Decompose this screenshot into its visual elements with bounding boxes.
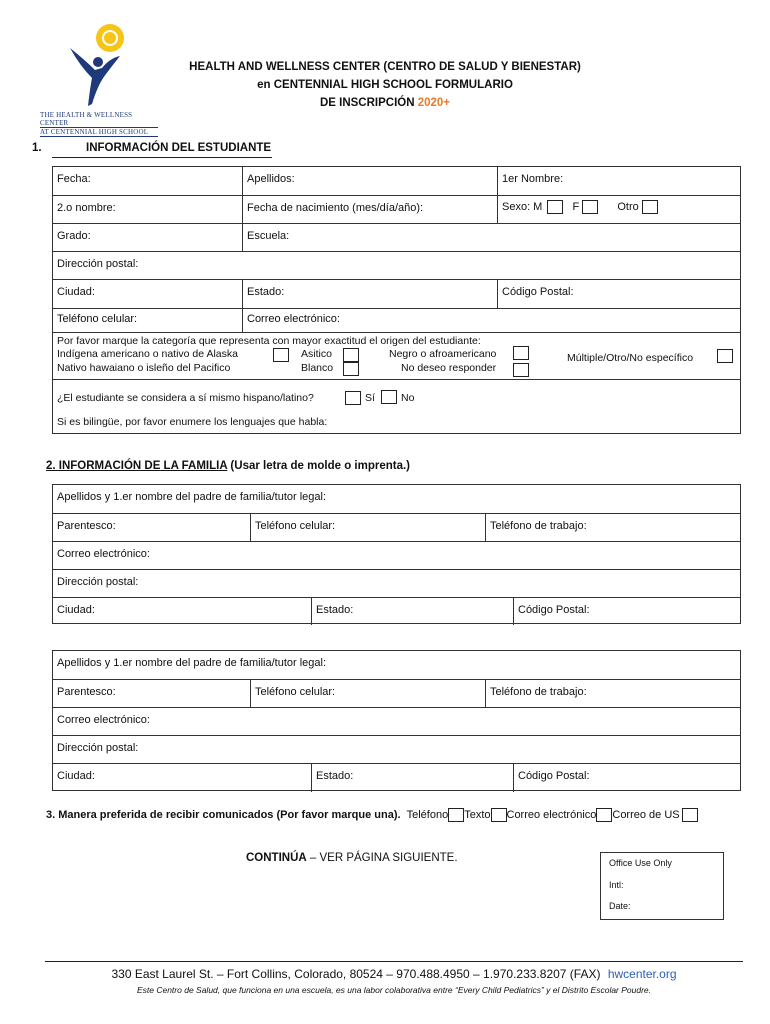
logo-line-1: THE HEALTH & WELLNESS CENTER <box>40 111 158 128</box>
padre2-apellidos-label: Apellidos y 1.er nombre del padre de familia/tutor legal: <box>57 657 327 669</box>
fecha-nacimiento-field[interactable] <box>242 196 497 223</box>
table-row <box>53 542 740 570</box>
sexo-label: Sexo: M <box>502 200 543 213</box>
padre1-parentesco-field[interactable] <box>53 514 250 541</box>
family-table-1 <box>52 484 741 624</box>
ciudad-label: Ciudad: <box>57 286 95 298</box>
grado-label: Grado: <box>57 230 91 242</box>
table-row <box>53 736 740 764</box>
race-no-deseo-checkbox[interactable] <box>513 363 529 377</box>
ciudad-field[interactable] <box>53 280 242 308</box>
padre2-correo-label: Correo electrónico: <box>57 714 150 726</box>
fecha-field[interactable] <box>53 167 242 195</box>
opt-texto-checkbox[interactable] <box>491 808 507 822</box>
padre1-correo-label: Correo electrónico: <box>57 548 150 560</box>
padre2-codigo-postal-field[interactable] <box>513 764 740 792</box>
sexo-m-checkbox[interactable] <box>547 200 563 214</box>
family-table-2 <box>52 650 741 791</box>
race-nativo-label: Nativo hawaiano o isleño del Pacifico <box>57 362 231 374</box>
section2-title-rest: (Usar letra de molde o imprenta.) <box>227 460 410 472</box>
section1-title: INFORMACIÓN DEL ESTUDIANTE <box>86 142 272 154</box>
hispano-no-checkbox[interactable] <box>381 390 397 404</box>
title-line-3-prefix: DE INSCRIPCIÓN <box>319 97 418 109</box>
sexo-f-label: F <box>572 200 580 213</box>
telefono-celular-label: Teléfono celular: <box>57 313 138 325</box>
continua-rest: – VER PÁGINA SIGUIENTE. <box>306 852 458 864</box>
codigo-postal-label: Código Postal: <box>502 286 574 298</box>
title-line-1: HEALTH AND WELLNESS CENTER (CENTRO DE SALUD Y BIENESTAR) <box>189 61 581 73</box>
race-no-deseo-label: No deseo responder <box>401 362 497 374</box>
padre2-telefono-trabajo-field[interactable] <box>485 680 740 707</box>
padre2-estado-label: Estado: <box>316 770 354 782</box>
primer-nombre-label: 1er Nombre: <box>502 173 564 185</box>
table-row <box>53 252 740 280</box>
opt-correo-label: Correo electrónico <box>506 808 597 821</box>
padre1-apellidos-field[interactable] <box>53 485 740 513</box>
padre1-ciudad-field[interactable] <box>53 598 311 625</box>
office-date: Date: <box>609 901 631 911</box>
opt-telefono-label: Teléfono <box>406 808 449 821</box>
office-use-box <box>600 852 724 920</box>
opt-texto-label: Texto <box>464 808 491 821</box>
table-row <box>53 196 740 224</box>
race-multiple-label: Múltiple/Otro/No específico <box>567 352 694 364</box>
grado-field[interactable] <box>53 224 242 251</box>
race-row <box>53 333 740 380</box>
direccion-field[interactable] <box>53 252 740 279</box>
table-row <box>53 651 740 680</box>
estado-field[interactable] <box>242 280 497 308</box>
padre1-telefono-celular-field[interactable] <box>250 514 485 541</box>
form-title <box>170 58 600 112</box>
fecha-nacimiento-label: Fecha de nacimiento (mes/día/año): <box>247 202 424 214</box>
race-prompt: Por favor marque la categoría que representa con mayor exactitud el origen del estudiante: <box>57 335 481 347</box>
padre1-apellidos-label: Apellidos y 1.er nombre del padre de familia/tutor legal: <box>57 491 327 503</box>
padre2-parentesco-label: Parentesco: <box>57 686 116 698</box>
sexo-otro-checkbox[interactable] <box>642 200 658 214</box>
padre1-telefono-trabajo-field[interactable] <box>485 514 740 541</box>
table-row <box>53 309 740 333</box>
student-info-table <box>52 166 741 434</box>
sexo-field <box>497 196 740 223</box>
correo-field[interactable] <box>242 309 740 332</box>
table-row <box>53 167 740 196</box>
table-row <box>53 764 740 792</box>
section2-title-bold: 2. INFORMACIÓN DE LA FAMILIA <box>46 460 228 472</box>
padre2-telefono-celular-field[interactable] <box>250 680 485 707</box>
padre2-direccion-field[interactable] <box>53 736 740 763</box>
padre1-correo-field[interactable] <box>53 542 740 569</box>
bilingue-label: Si es bilingüe, por favor enumere los lenguajes que habla: <box>57 416 328 428</box>
title-year: 2020+ <box>417 97 451 109</box>
table-row <box>53 570 740 598</box>
table-row <box>53 514 740 542</box>
padre2-correo-field[interactable] <box>53 708 740 735</box>
fecha-label: Fecha: <box>57 173 91 185</box>
footer-website-link[interactable]: hwcenter.org <box>607 967 677 981</box>
hispanic-row <box>53 380 740 435</box>
padre1-direccion-field[interactable] <box>53 570 740 597</box>
section1-number: 1. <box>32 142 42 154</box>
hispano-si-checkbox[interactable] <box>345 391 361 405</box>
padre2-telefono-celular-label: Teléfono celular: <box>255 686 336 698</box>
apellidos-label: Apellidos: <box>247 173 295 185</box>
office-title: Office Use Only <box>609 858 672 868</box>
escuela-field[interactable] <box>242 224 740 251</box>
estado-label: Estado: <box>247 286 285 298</box>
table-row <box>53 224 740 252</box>
padre2-telefono-trabajo-label: Teléfono de trabajo: <box>490 686 587 698</box>
hispano-question: ¿El estudiante se considera a sí mismo hispano/latino? <box>57 392 314 404</box>
table-row <box>53 598 740 625</box>
title-line-3 <box>170 94 600 112</box>
padre2-parentesco-field[interactable] <box>53 680 250 707</box>
padre1-parentesco-label: Parentesco: <box>57 520 116 532</box>
padre2-apellidos-field[interactable] <box>53 651 740 679</box>
escuela-label: Escuela: <box>247 230 290 242</box>
hispano-si-label: Sí <box>365 392 375 404</box>
padre2-estado-field[interactable] <box>311 764 513 792</box>
logo-figure-icon <box>40 18 165 113</box>
padre1-telefono-celular-label: Teléfono celular: <box>255 520 336 532</box>
office-intl: Intl: <box>609 880 624 890</box>
correo-label: Correo electrónico: <box>247 313 340 325</box>
padre2-direccion-label: Dirección postal: <box>57 742 139 754</box>
title-line-2: en CENTENNIAL HIGH SCHOOL FORMULARIO <box>257 79 513 91</box>
padre1-estado-field[interactable] <box>311 598 513 625</box>
apellidos-field[interactable] <box>242 167 497 195</box>
race-multiple-checkbox[interactable] <box>717 349 733 363</box>
primer-nombre-field[interactable] <box>497 167 740 195</box>
sexo-otro-label: Otro <box>617 200 639 213</box>
race-asitico-checkbox[interactable] <box>343 348 359 362</box>
padre1-ciudad-label: Ciudad: <box>57 604 95 616</box>
section3 <box>46 808 746 830</box>
padre2-codigo-postal-label: Código Postal: <box>518 770 590 782</box>
padre1-codigo-postal-label: Código Postal: <box>518 604 590 616</box>
padre1-codigo-postal-field[interactable] <box>513 598 740 625</box>
direccion-label: Dirección postal: <box>57 258 139 270</box>
padre2-ciudad-label: Ciudad: <box>57 770 95 782</box>
opt-telefono-checkbox[interactable] <box>448 808 464 822</box>
race-asitico-label: Asitico <box>301 348 332 360</box>
opt-us-label: Correo de US <box>612 808 680 821</box>
padre1-estado-label: Estado: <box>316 604 354 616</box>
codigo-postal-field[interactable] <box>497 280 740 308</box>
hispano-no-label: No <box>401 392 415 404</box>
race-blanco-checkbox[interactable] <box>343 362 359 376</box>
logo-line-2: AT CENTENNIAL HIGH SCHOOL <box>40 128 158 137</box>
segundo-nombre-label: 2.o nombre: <box>57 202 116 214</box>
section1-underline <box>52 157 272 158</box>
segundo-nombre-field[interactable] <box>53 196 242 223</box>
opt-correo-checkbox[interactable] <box>596 808 612 822</box>
telefono-celular-field[interactable] <box>53 309 242 332</box>
table-row <box>53 708 740 736</box>
race-indigena-label: Indígena americano o nativo de Alaska <box>57 348 238 360</box>
section3-title: 3. Manera preferida de recibir comunicados (Por favor marque una). <box>46 808 401 821</box>
continua-note <box>246 852 458 864</box>
table-row <box>53 485 740 514</box>
padre2-ciudad-field[interactable] <box>53 764 311 792</box>
race-negro-checkbox[interactable] <box>513 346 529 360</box>
footer-address: 330 East Laurel St. – Fort Collins, Colorado, 80524 – 970.488.4950 – 1.970.233.8207 (FAX) <box>111 967 601 981</box>
sexo-f-checkbox[interactable] <box>582 200 598 214</box>
footer-address-line <box>45 967 743 981</box>
footer-note: Este Centro de Salud, que funciona en una escuela, es una labor colaborativa entre “Every Child Pediatrics” y el Distrito Escolar Poudre. <box>136 985 652 995</box>
padre1-telefono-trabajo-label: Teléfono de trabajo: <box>490 520 587 532</box>
footer-divider <box>45 961 743 962</box>
padre1-direccion-label: Dirección postal: <box>57 576 139 588</box>
opt-us-checkbox[interactable] <box>682 808 698 822</box>
continua-bold: CONTINÚA <box>246 852 307 864</box>
table-row <box>53 680 740 708</box>
logo-text <box>40 111 165 137</box>
table-row <box>53 280 740 309</box>
race-indigena-checkbox[interactable] <box>273 348 289 362</box>
section2-title <box>46 460 410 472</box>
race-blanco-label: Blanco <box>301 362 334 374</box>
race-negro-label: Negro o afroamericano <box>389 348 497 360</box>
